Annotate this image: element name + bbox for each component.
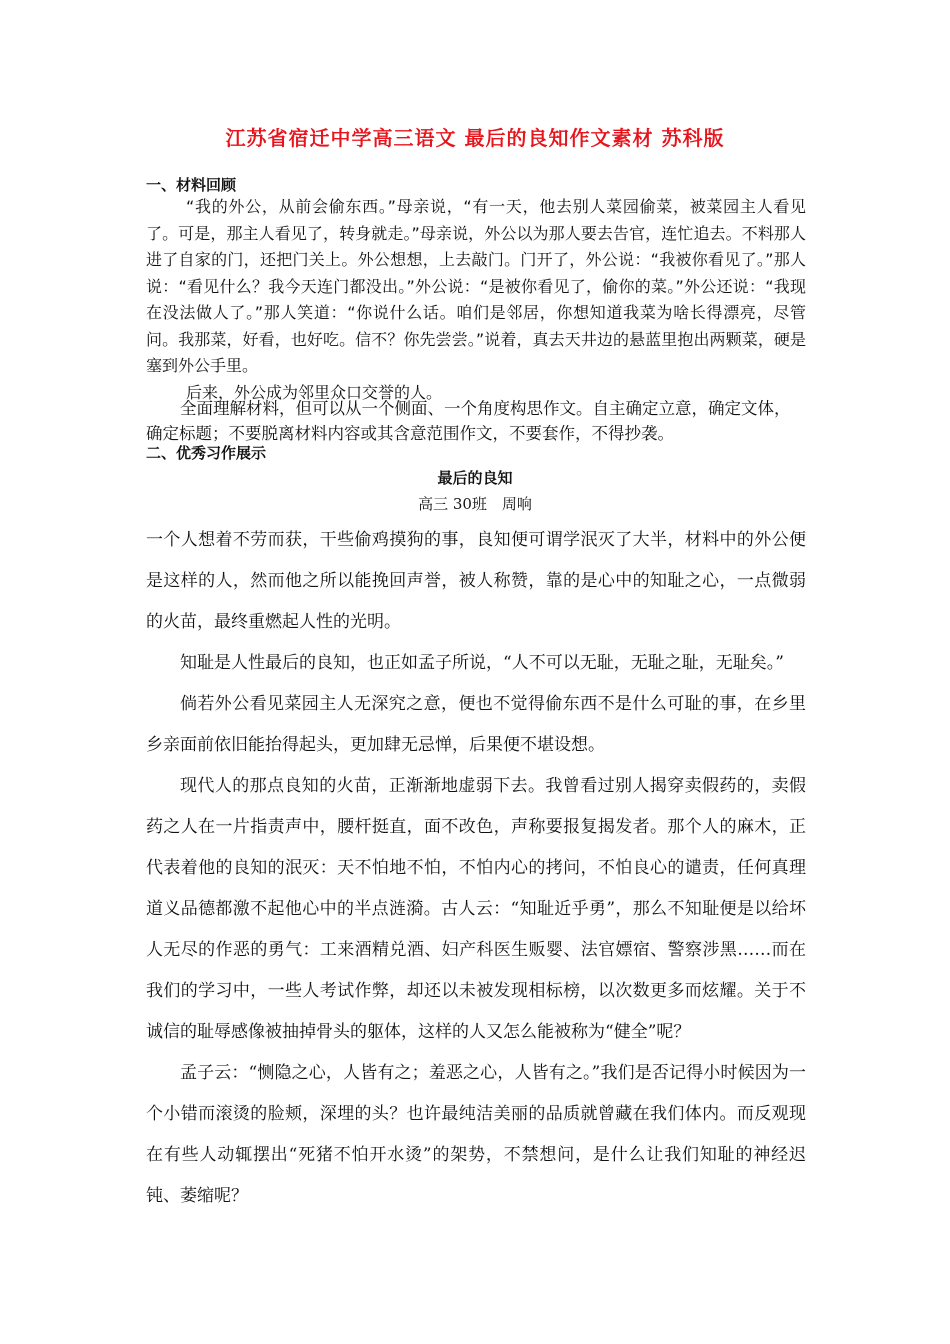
essay-paragraph: 倘若外公看见菜园主人无深究之意，便也不觉得偷东西不是什么可耻的事，在乡里乡亲面前依旧能抬得起头，更加肆无忌惮，后果便不堪设想。: [146, 694, 806, 755]
essay-paragraph: 现代人的那点良知的火苗，正渐渐地虚弱下去。我曾看过别人揭穿卖假药的，卖假药之人在一片指责声中，腰杆挺直，面不改色，声称要报复揭发者。那个人的麻木，正代表着他的良知的泯灭：天不怕地不怕，不怕内心的拷问，不怕良心的谴责，任何真理道义品德都激不起他心中的半点涟漪。古人云：“知耻近乎勇”，那么不知耻便是以给坏人无尽的作恶的勇气：工来酒精兑酒、妇产科医生贩婴、法官嫖宿、警察涉黑……而在我们的学习中，一些人考试作弊，却还以未被发现相标榜，以次数更多而炫耀。关于不诚信的耻辱感像被抽掉骨头的躯体，这样的人又怎么能被称为“健全”呢？: [146, 776, 806, 1042]
instruction-text: 全面理解材料，但可以从一个侧面、一个角度构思作文。自主确定立意，确定文体，确定标题；不要脱离材料内容或其含意范围作文，不要套作，不得抄袭。: [146, 399, 791, 443]
essay-author: 高三 30班 周响: [418, 495, 532, 513]
essay-paragraph: 孟子云：“恻隐之心，人皆有之；羞恶之心，人皆有之。”我们是否记得小时候因为一个小错而滚烫的脸颊，深埋的头？也许最纯洁美丽的品质就曾藏在我们体内。而反观现在有些人动辄摆出“死猪不怕开水烫”的架势，不禁想问，是什么让我们知耻的神经迟钝、萎缩呢？: [146, 1063, 806, 1206]
section-heading-material: 一、材料回顾: [146, 176, 237, 194]
section-heading-essay: 二、优秀习作展示: [146, 444, 267, 462]
material-paragraph: 后来，外公成为邻里众口交誉的人。: [186, 382, 443, 402]
writing-instruction: [146, 396, 806, 446]
document-title: 江苏省宿迁中学高三语文 最后的良知作文素材 苏科版: [225, 126, 725, 150]
material-paragraph: “我的外公，从前会偷东西。”母亲说，“有一天，他去别人菜园偷菜，被菜园主人看见了。可是，那主人看见了，转身就走。”母亲说，外公以为那人要去告官，连忙追去。不料那人进了自家的门，还把门关上。外公想想，上去敲门。门开了，外公说：“我被你看见了。”那人说：“看见什么？我今天连门都没出。”外公说：“是被你看见了，偷你的菜。”外公还说：“我现在没法做人了。”那人笑道：“你说什么话。咱们是邻居，你想知道我菜为啥长得漂亮，尽管问。我那菜，好看，也好吃。信不？你先尝尝。”说着，真去天井边的悬蓝里抱出两颗菜，硬是塞到外公手里。: [146, 197, 806, 375]
material-text: [146, 194, 806, 406]
essay-title: 最后的良知: [437, 469, 513, 487]
essay-paragraph: 一个人想着不劳而获，干些偷鸡摸狗的事，良知便可谓学泯灭了大半，材料中的外公便是这样的人，然而他之所以能挽回声誉，被人称赞，靠的是心中的知耻之心，一点微弱的火苗，最终重燃起人性的光明。: [146, 530, 806, 632]
essay-paragraph: 知耻是人性最后的良知，也正如孟子所说，“人不可以无耻，无耻之耻，无耻矣。”: [180, 653, 784, 673]
essay-body: [146, 520, 806, 1217]
